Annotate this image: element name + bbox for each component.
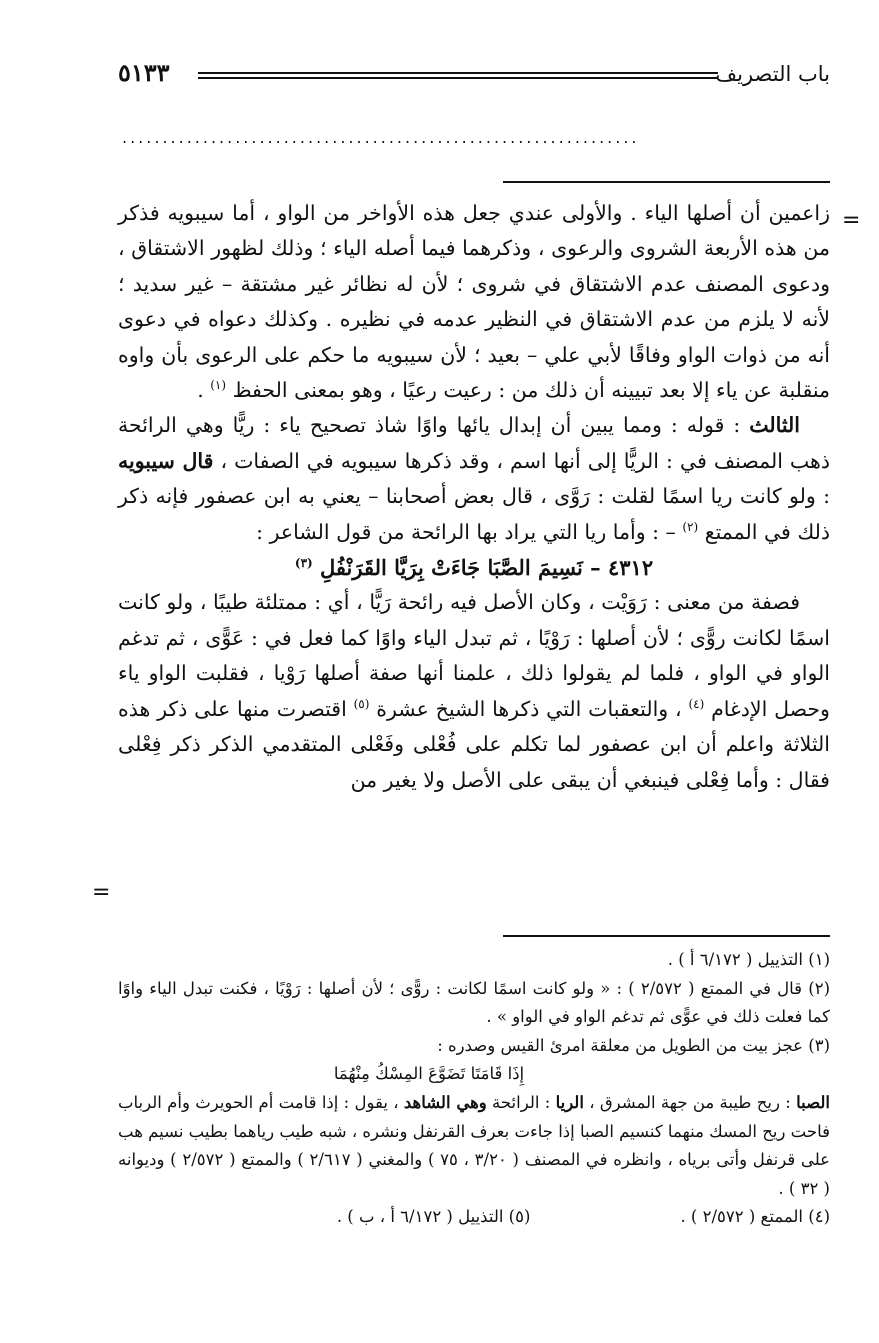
footnote-row	[118, 1203, 830, 1232]
header-rule	[198, 77, 718, 79]
footnote-rule	[503, 935, 830, 937]
footnote: (١) التذييل ( ٦/١٧٢ أ ) .	[667, 950, 830, 969]
header-rule	[198, 72, 718, 74]
paragraph: فصفة من معنى : رَوَيْت ، وكان الأصل فيه رائحة رَيًّا ، أي : ممتلئة طيبًا ، ولو كانت اسمًا لكانت روًّى ؛ لأن أصلها : رَوْيًا ، ثم تبدل الياء واوًا كما فعل في : عَوًّى ، ثم تدغم الواو في الواو ، فلما لم يقولوا ذلك ، علمنا أنها صفة أصلها رَوْيا ، فقلبت الواو ياء وحصل الإدغام $^{(٤)}$ ، والتعقبات التي ذكرها الشيخ عشرة $^{(٥)}$ اقتصرت منها على ذكر هذه الثلاثة واعلم أن ابن عصفور لما تكلم على فُعْلى وفَعْلى المتقدمي الذكر ذكر فِعْلى فقال : وأما فِعْلى فينبغي أن يبقى على الأصل ولا يغير من	[118, 590, 830, 792]
footnote: (٣) عجز بيت من الطويل من معلقة امرئ القيس وصدره :	[437, 1035, 830, 1055]
continuation-mark: =	[842, 208, 861, 233]
continuation-rule	[503, 181, 830, 183]
paragraph: الثالث : قوله : ومما يبين أن إبدال يائها واوًا شاذ تصحيح ياء : ريًّا وهي الرائحة ذهب المصنف في : الريًّا إلى أنها اسم ، وقد ذكرها سيبويه في الصفات ، قال سيبويه : ولو كانت ريا اسمًا لقلت : رَوَّى ، قال بعض أصحابنا – يعني به ابن عصفور فإنه ذكر ذلك في الممتع $^{(٢)}$ – : وأما ريا التي يراد بها الرائحة من قول الشاعر :	[118, 413, 830, 544]
bold-label: الريا	[555, 1092, 584, 1112]
page-number: ٥١٣٣	[118, 58, 170, 87]
footnote-ref: (٢)	[682, 519, 699, 534]
footnote: الصبا : ريح طيبة من جهة المشرق ، الريا : الرائحة وهي الشاهد ، يقول : إذا قامت أم الحويرث وأم الرباب فاحت ريح المسك منهما كنسيم الصبا إذا جاءت بعرف القرنفل ونشره ، شبه طيب رياهما بطيب نسيم هب على قرنفل وأتى برياه ، وانظره في المصنف ( ٣/٢٠ ، ٧٥ ) والمغني ( ٢/٦١٧ ) والممتع ( ٢/٥٧٢ ) وديوانه ( ٣٢ ) .	[118, 1092, 830, 1198]
bold-label: قال سيبويه	[118, 448, 214, 473]
paragraph: زاعمين أن أصلها الياء . والأولى عندي جعل هذه الأواخر من الواو ، أما سيبويه فذكر من هذه الأربعة الشروى والرعوى ، وذكرهما فيما أصله الياء ؛ وذلك لظهور الاشتقاق ، ودعوى المصنف عدم الاشتقاق في شروى ؛ لأن له نظائر غير مشتقة – غير سديد ؛ لأنه لا يلزم من عدم الاشتقاق في النظير عدمه في نظيره . وكذلك دعواه في دعوى أنه من ذوات الواو وفاقًا لأبي علي – بعيد ؛ لأن سيبويه ما حكم على الرعوى بأن واوه منقلبة عن ياء إلا بعد تبيينه أن ذلك من : رعيت رعيًا ، وهو بمعنى الحفظ $^{(١)}$ .	[118, 201, 830, 403]
dotted-separator: ................................................................	[122, 128, 640, 147]
bold-label: وهي الشاهد	[403, 1092, 487, 1112]
footnote-ref: (١)	[210, 378, 227, 393]
chapter-title: باب التصريف	[715, 62, 830, 86]
bold-label: الثالث	[749, 413, 800, 438]
footnote-ref: (٥)	[353, 696, 370, 711]
footnote-ref: (٣)	[294, 556, 313, 571]
bold-label: الصبا	[796, 1092, 830, 1112]
footnote-verse: إِذَا قَامَتَا تَضَوَّعَ المِسْكُ مِنْهُمَا	[333, 1064, 525, 1084]
continuation-mark: =	[92, 880, 111, 905]
main-text	[118, 196, 830, 798]
footnote: (٥) التذييل ( ٦/١٧٢ أ ، ب ) .	[336, 1207, 531, 1227]
footnote-ref: (٤)	[688, 696, 705, 711]
footnote: (٤) الممتع ( ٢/٥٧٢ ) .	[680, 1207, 830, 1227]
footnote: (٢) قال في الممتع ( ٢/٥٧٢ ) : « ولو كانت اسمًا لكانت : روًّى ؛ لأن أصلها : رَوْيًا ، فكنت تبدل الياء واوًا كما فعلت ذلك في عوًّى ثم تدغم الواو في الواو » .	[118, 978, 830, 1027]
poem-verse: ٤٣١٢ – نَسِيمَ الصَّبَا جَاءَتْ بِرَيَّا القَرَنْفُلِ $^{(٣)}$	[294, 555, 654, 581]
footnotes	[118, 946, 830, 1232]
running-header	[118, 58, 830, 94]
